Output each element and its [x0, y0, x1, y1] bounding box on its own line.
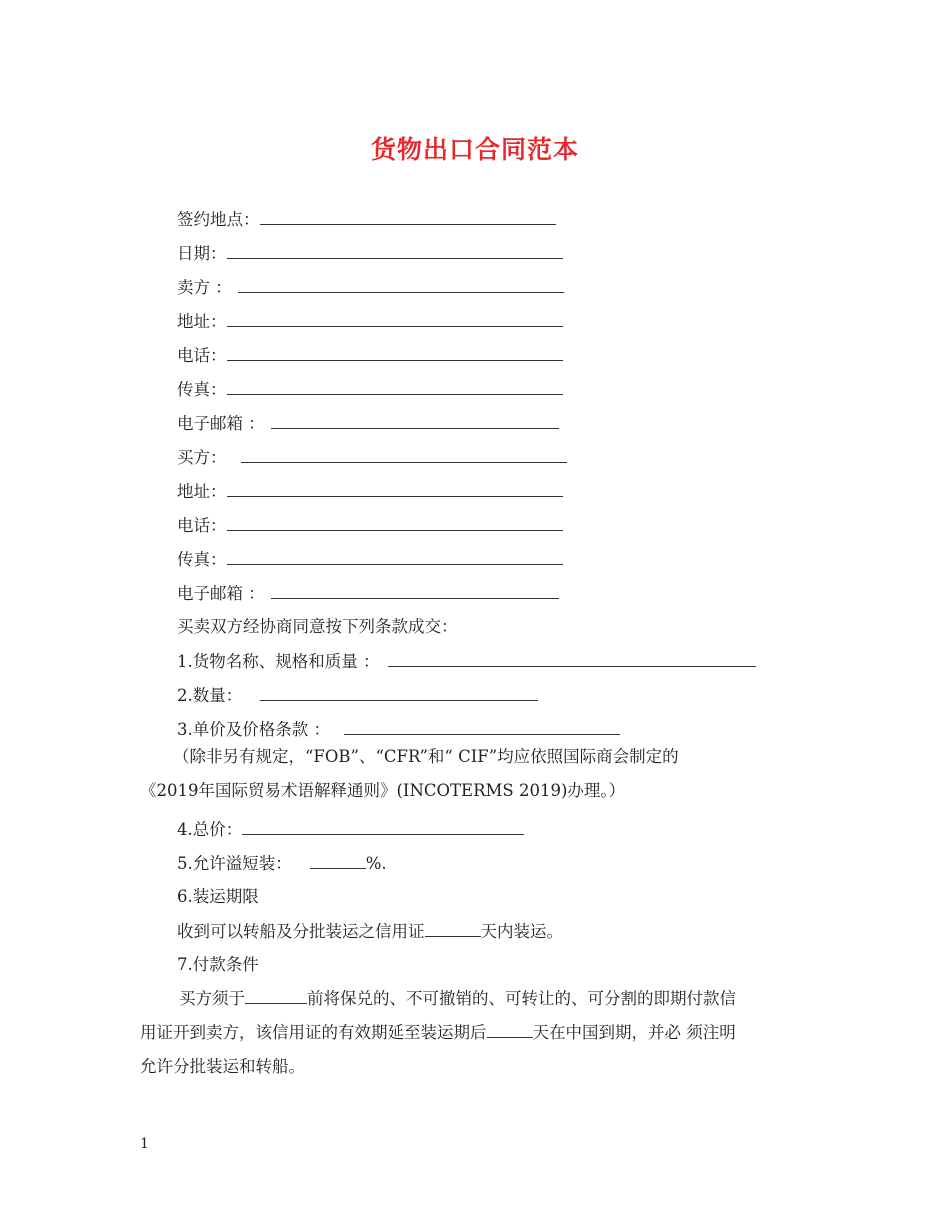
- clause-2-line: [177, 684, 538, 707]
- seller-blank[interactable]: [238, 276, 564, 293]
- seller-email-label: 电子邮箱 ：: [177, 414, 265, 433]
- clause-3-note-line-1: （除非另有规定，“FOB”、“CFR”和“ CIF”均应依照国际商会制定的: [173, 747, 679, 766]
- clause-4-blank[interactable]: [242, 818, 524, 835]
- date-line: [177, 242, 563, 265]
- clause-6-text-prefix: 收到可以转船及分批装运之信用证: [177, 922, 425, 941]
- buyer-phone-line: [177, 514, 563, 537]
- clause-1-blank[interactable]: [388, 650, 756, 667]
- clause-7-title: 7.付款条件: [177, 955, 259, 974]
- seller-phone-blank[interactable]: [227, 344, 563, 361]
- clause-5-label: 5.允许溢短装：: [177, 854, 292, 873]
- clause-7-p2-a: 用证开到卖方，该信用证的有效期延至装运期后: [140, 1023, 487, 1042]
- buyer-label: 买方：: [177, 448, 227, 467]
- clause-1-line: [177, 650, 756, 673]
- seller-fax-line: [177, 378, 563, 401]
- clause-7-p1-b: 前将保兑的、不可撤销的、可转让的、可分割的即期付款信: [307, 989, 736, 1008]
- clause-3-label: 3.单价及价格条款 ：: [177, 720, 330, 739]
- clause-1-label: 1.货物名称、规格和质量 ：: [177, 652, 380, 671]
- clause-4-line: [177, 818, 524, 841]
- buyer-address-line: [177, 480, 563, 503]
- clause-7-p2-b: 天在中国到期，并必 须注明: [532, 1023, 736, 1042]
- clause-6-text-suffix: 天内装运。: [480, 922, 563, 941]
- clause-2-blank[interactable]: [260, 684, 538, 701]
- seller-address-label: 地址：: [177, 312, 227, 331]
- signing-place-blank[interactable]: [260, 208, 556, 225]
- clause-3-line: [177, 718, 620, 741]
- buyer-blank[interactable]: [241, 446, 567, 463]
- seller-fax-label: 传真：: [177, 380, 227, 399]
- seller-line: [177, 276, 564, 299]
- clause-7-days-blank[interactable]: [487, 1021, 533, 1038]
- seller-phone-line: [177, 344, 563, 367]
- clause-2-label: 2.数量：: [177, 686, 243, 705]
- buyer-email-line: [177, 582, 559, 605]
- buyer-phone-label: 电话：: [177, 516, 227, 535]
- signing-place-line: [177, 208, 556, 231]
- clause-3-blank[interactable]: [344, 718, 620, 735]
- clause-5-blank[interactable]: [310, 852, 366, 869]
- buyer-fax-line: [177, 548, 563, 571]
- buyer-email-label: 电子邮箱 ：: [177, 584, 265, 603]
- clause-6-days-blank[interactable]: [425, 920, 481, 937]
- buyer-email-blank[interactable]: [271, 582, 559, 599]
- buyer-fax-blank[interactable]: [227, 548, 563, 565]
- clause-6-text-line: [177, 920, 563, 943]
- clause-7-date-blank[interactable]: [245, 987, 307, 1004]
- seller-fax-blank[interactable]: [227, 378, 563, 395]
- page-number: 1: [140, 1136, 149, 1152]
- clause-3-note-line-2: 《2019年国际贸易术语解释通则》(INCOTERMS 2019)办理。）: [140, 781, 626, 800]
- signing-place-label: 签约地点：: [177, 210, 260, 229]
- buyer-address-blank[interactable]: [227, 480, 563, 497]
- clause-5-line: [177, 852, 387, 875]
- clause-7-paragraph-line-2: [140, 1016, 812, 1050]
- buyer-phone-blank[interactable]: [227, 514, 563, 531]
- buyer-fax-label: 传真：: [177, 550, 227, 569]
- seller-phone-label: 电话：: [177, 346, 227, 365]
- buyer-line: [177, 446, 567, 469]
- clause-7-paragraph-line-1: [140, 982, 812, 1016]
- buyer-address-label: 地址：: [177, 482, 227, 501]
- date-blank[interactable]: [227, 242, 563, 259]
- seller-email-blank[interactable]: [271, 412, 559, 429]
- clause-4-label: 4.总价：: [177, 820, 243, 839]
- seller-email-line: [177, 412, 559, 435]
- seller-address-line: [177, 310, 563, 333]
- clause-7-paragraph-line-3: 允许分批装运和转船。: [140, 1057, 305, 1076]
- clause-5-suffix: %.: [365, 854, 387, 873]
- agreement-intro: 买卖双方经协商同意按下列条款成交：: [177, 617, 458, 636]
- clause-6-title: 6.装运期限: [177, 887, 259, 906]
- document-title: 货物出口合同范本: [370, 135, 579, 164]
- clause-7-p1-a: 买方须于: [179, 989, 245, 1008]
- seller-label: 卖方 ：: [177, 278, 232, 297]
- date-label: 日期：: [177, 244, 227, 263]
- seller-address-blank[interactable]: [227, 310, 563, 327]
